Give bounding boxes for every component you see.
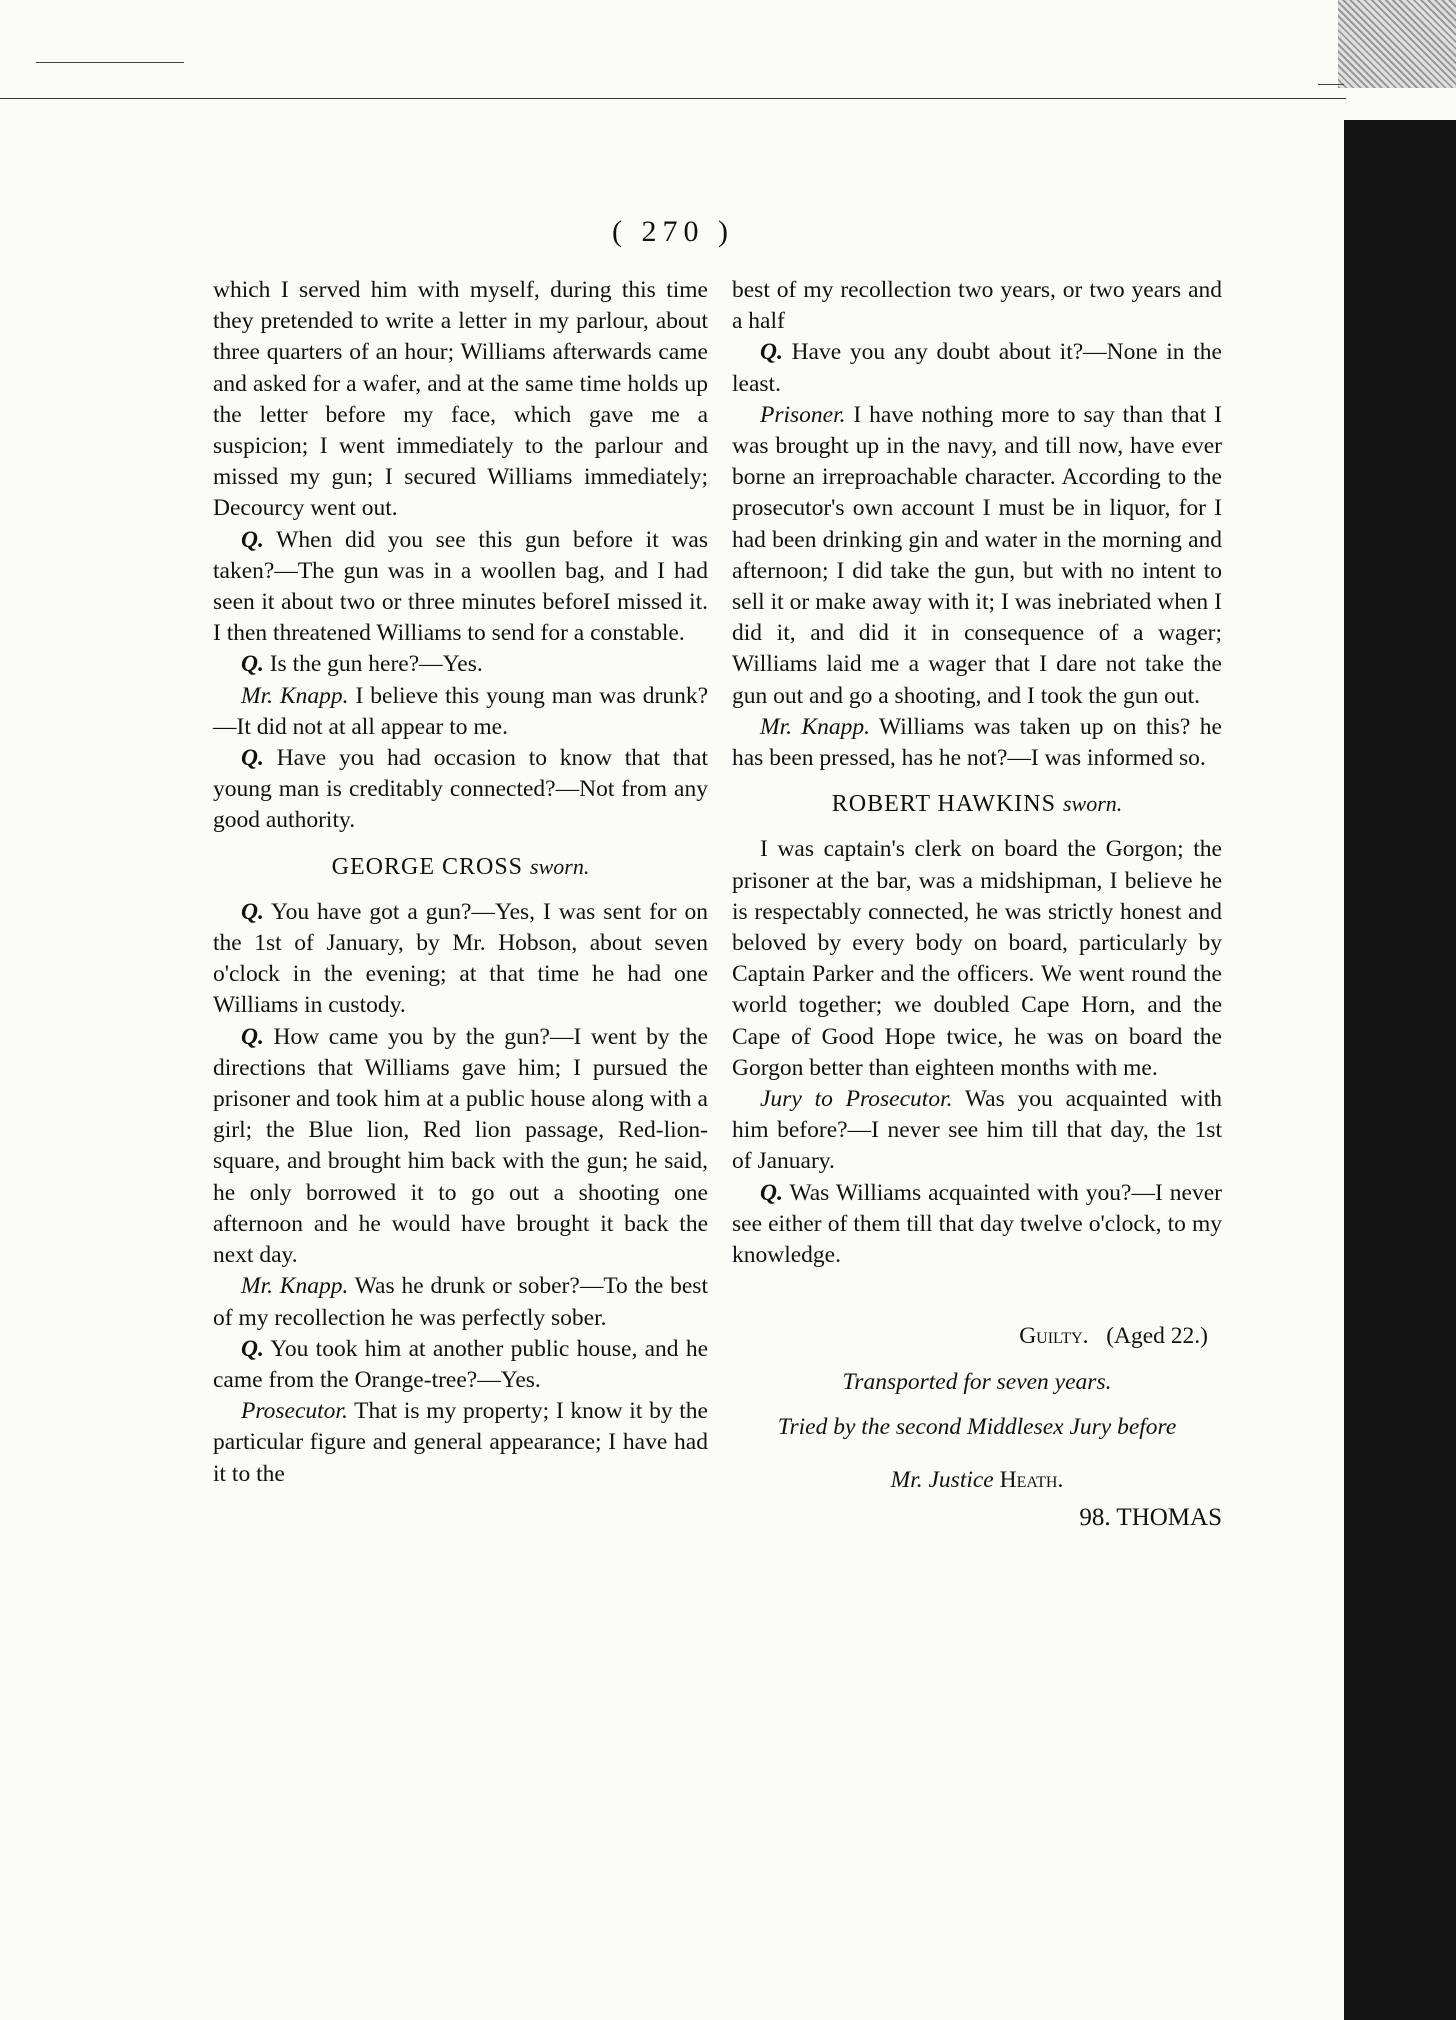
paragraph: Prosecutor. That is my property; I know it by the particular figure and general appearance; I have had it to the (213, 1398, 708, 1487)
paragraph: Mr. Knapp. Williams was taken up on this? he has been pressed, has he not?—I was informed so. (732, 713, 1222, 772)
witness-heading: ROBERT HAWKINS sworn. (831, 791, 1123, 818)
paragraph: Q. How came you by the gun?—I went by the directions that Williams gave him; I pursued the prisoner and took him at a public house along with a girl; the Blue lion, Red lion passage, Red-lion-square, and brought him back with the gun; he said, he only borrowed it to go out a shooting one afternoon and he would have brought it back the next day. (213, 1023, 708, 1269)
page-number: ( 270 ) (612, 215, 734, 248)
left-column (213, 275, 708, 1490)
scan-top-mark (36, 62, 184, 63)
jury-line: Tried by the second Middlesex Jury before (777, 1413, 1177, 1440)
paragraph: which I served him with myself, during this time they pretended to write a letter in my parlour, about three quarters of an hour; Williams afterwards came and asked for a wafer, and at the same time holds up the letter before my face, which gave me a suspicion; I went immediately to the parlour and missed my gun; I secured Williams immediately; Decourcy went out. (213, 277, 708, 522)
judge-line: Mr. Justice Heath. (890, 1466, 1064, 1493)
paragraph: Jury to Prosecutor. Was you acquainted with him before?—I never see him till that day, the 1st of January. (732, 1086, 1222, 1175)
paragraph: Mr. Knapp. I believe this young man was drunk?—It did not at all appear to me. (213, 682, 709, 740)
right-column (732, 275, 1222, 1533)
paragraph: Q. Is the gun here?—Yes. (241, 651, 483, 678)
sentence: Transported for seven years. (842, 1368, 1112, 1395)
paragraph: Q. Have you any doubt about it?—None in the least. (732, 339, 1222, 397)
witness-heading: GEORGE CROSS sworn. (331, 853, 590, 880)
paragraph: Q. You have got a gun?—Yes, I was sent for on the 1st of January, by Mr. Hobson, about seven o'clock in the evening; at that time he had one Williams in custody. (213, 898, 708, 1019)
verdict: Guilty. (Aged 22.) (1019, 1323, 1208, 1350)
paragraph: Q. Was Williams acquainted with you?—I never see either of them till that day twelve o'clock, to my knowledge. (732, 1179, 1222, 1269)
paragraph: best of my recollection two years, or two years and a half (732, 277, 1222, 335)
paragraph: Q. Have you had occasion to know that that young man is creditably connected?—Not from any good authority. (213, 745, 708, 834)
paragraph: I was captain's clerk on board the Gorgon; the prisoner at the bar, was a midshipman, I believe he is respectably connected, he was strictly honest and beloved by every body on board, particularly by Captain Parker and the officers. We went round the world together; we doubled Cape Horn, and the Cape of Good Hope twice, he was on board the Gorgon better than eighteen months with me. (732, 836, 1222, 1081)
paragraph: Prisoner. I have nothing more to say than that I was brought up in the navy, and till now, have ever borne an irreproachable character. According to the prosecutor's own account I must be in liquor, for I had been drinking gin and water in the morning and afternoon; I did take the gun, but with no intent to sell it or make away with it; I was inebriated when I did it, and did it in consequence of a wager; Williams laid me a wager that I dare not take the gun out and go a shooting, and I took the gun out. (732, 401, 1222, 709)
paragraph: Q. When did you see this gun before it was taken?—The gun was in a woollen bag, and I had seen it about two or three minutes beforeI missed it. I then threatened Williams to send for a constable. (213, 526, 708, 647)
paragraph: Mr. Knapp. Was he drunk or sober?—To the best of my recollection he was perfectly sober. (213, 1273, 708, 1331)
scan-binding-shadow (1344, 120, 1456, 2020)
scan-edge-mark (1318, 84, 1344, 85)
scan-corner-noise (1338, 0, 1456, 88)
catchword: 98. THOMAS (1079, 1504, 1222, 1532)
paragraph: Q. You took him at another public house, and he came from the Orange-tree?—Yes. (213, 1335, 708, 1393)
scan-top-rule (0, 98, 1346, 99)
